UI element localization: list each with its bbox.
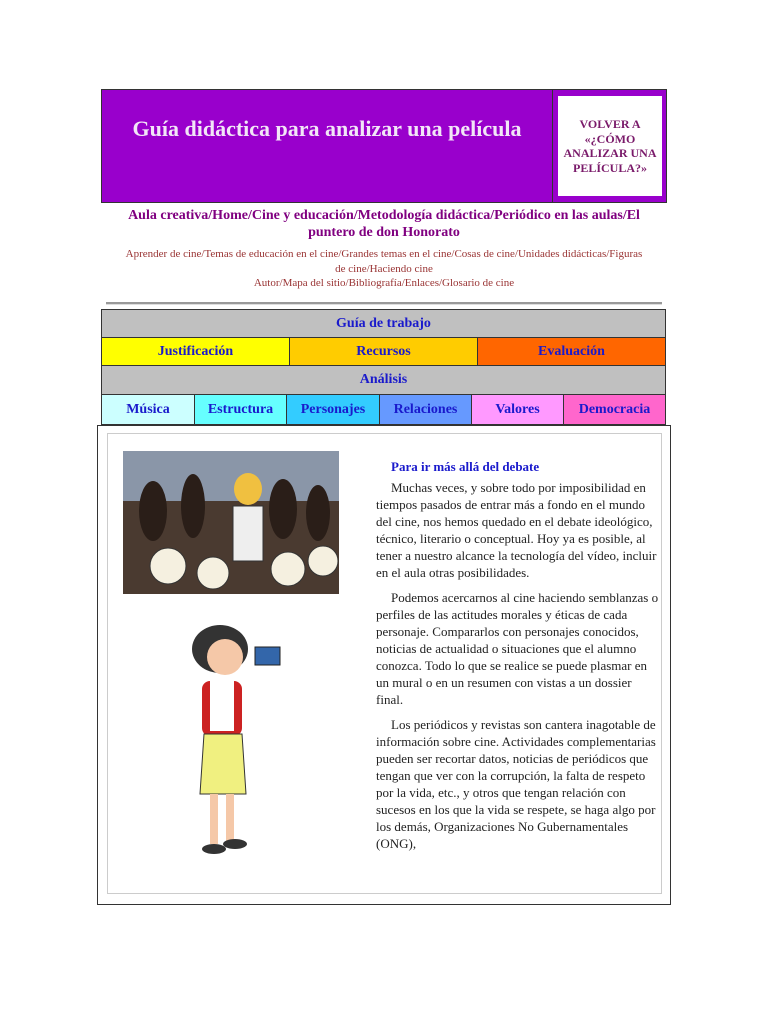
article-paragraph: Podemos acercarnos al cine haciendo semblanzas o perfiles de las actitudes morales y éticas de cada personaje. Compararlos con personajes conocidos, noticias de actualidad o situaciones que el alumno conozca. Todo lo que se realice se puede plasmar en un mural o en un resumen con vistas a un dossier final. [376,590,659,707]
page-header [101,89,667,203]
menu-estructura[interactable]: Estructura [195,395,287,424]
menu-guia-de-trabajo[interactable]: Guía de trabajo [336,315,431,331]
secondary-nav [120,247,648,291]
woman-with-camera-illustration [180,619,285,874]
menu-analisis[interactable]: Análisis [359,372,408,387]
article-paragraph: Muchas veces, y sobre todo por imposibilidad en tiempos pasados de entrar más a fondo en el mundo del cine, nos hemos quedado en el debate ideológico, técnico, literario o conceptual. Hoy ya es posible, al tener a nuestro alcance la tecnología del vídeo, incluir en el aula otras posibilidades. [376,480,657,580]
article [376,458,661,860]
menu-justificacion[interactable]: Justificación [102,338,290,365]
horizontal-rule [106,302,662,305]
menu-musica[interactable]: Música [102,395,195,424]
back-link[interactable]: VOLVER A «¿CÓMO ANALIZAR UNA PELÍCULA?» [558,96,662,196]
menu-personajes[interactable]: Personajes [287,395,380,424]
article-paragraph: Los periódicos y revistas son cantera inagotable de información sobre cine. Actividades complementarias pueden ser recortar datos, noticias de periódicos que tengan que ver con la corrupción, la falta de respeto por la vida, etc., y otros que tengan relación con sucesos en los que la vida se respete, se haga algo por los demás, Organizaciones No Gubernamentales (ONG), [376,717,656,851]
menu-guide-row [101,309,666,338]
secondary-nav-links-2[interactable]: Autor/Mapa del sitio/Bibliografía/Enlaces/Glosario de cine [253,277,515,289]
menu-democracia[interactable]: Democracia [564,395,665,424]
secondary-nav-links-1[interactable]: Aprender de cine/Temas de educación en el cine/Grandes temas en el cine/Cosas de cine/Unidades didácticas/Figuras de cine/Haciendo cine [125,248,643,275]
menu-recursos[interactable]: Recursos [290,338,478,365]
menu-analysis-row [101,365,666,395]
divider [552,90,553,202]
content-box [97,425,671,905]
cartoon-film-scene-image [123,451,339,594]
menu-valores[interactable]: Valores [472,395,564,424]
menu-relaciones[interactable]: Relaciones [380,395,472,424]
page-title: Guía didáctica para analizar una película [132,116,522,141]
article-heading: Para ir más allá del debate [391,459,540,474]
main-nav-links[interactable]: Aula creativa/Home/Cine y educación/Metodología didáctica/Periódico en las aulas/El puntero de don Honorato [128,208,640,240]
menu-evaluacion[interactable]: Evaluación [478,338,665,365]
content-inner [107,433,662,894]
menu-row-2 [101,394,666,425]
menu-row-1 [101,337,666,366]
